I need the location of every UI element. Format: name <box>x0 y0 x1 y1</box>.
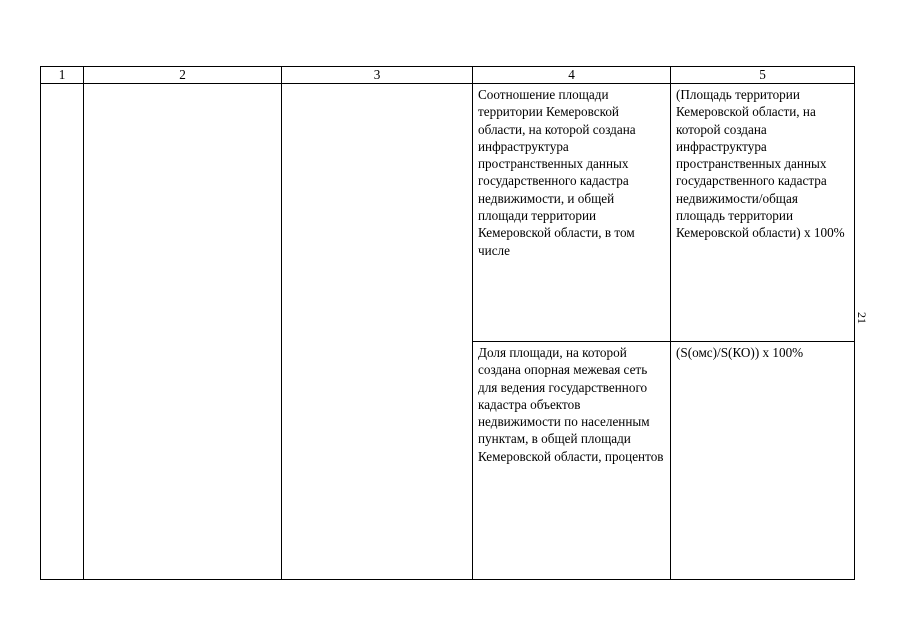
page-number: 21 <box>855 312 869 324</box>
data-table <box>40 66 855 580</box>
indicator-cell: Доля площади, на которой создана опорная межевая сеть для ведения государственного кадастра объектов недвижимости по населенным пунктам, в общей площади Кемеровской области, процентов <box>473 342 671 580</box>
column-number-row <box>41 67 855 84</box>
table-row <box>41 84 855 342</box>
column-number-1: 1 <box>41 67 84 84</box>
formula-cell: (S(омс)/S(КО)) х 100% <box>671 342 855 580</box>
column-number-4: 4 <box>473 67 671 84</box>
column-number-2: 2 <box>84 67 282 84</box>
empty-cell-col-3 <box>282 84 473 580</box>
formula-cell: (Площадь территории Кемеровской области, на которой создана инфраструктура пространственных данных государственного кадастра недвижимости/общая площадь территории Кемеровской области) х 100% <box>671 84 855 342</box>
column-number-3: 3 <box>282 67 473 84</box>
indicator-cell: Соотношение площади территории Кемеровской области, на которой создана инфраструктура пространственных данных государственного кадастра недвижимости, и общей площади территории Кемеровской области, в том числе <box>473 84 671 342</box>
column-number-5: 5 <box>671 67 855 84</box>
empty-cell-col-2 <box>84 84 282 580</box>
empty-cell-col-1 <box>41 84 84 580</box>
